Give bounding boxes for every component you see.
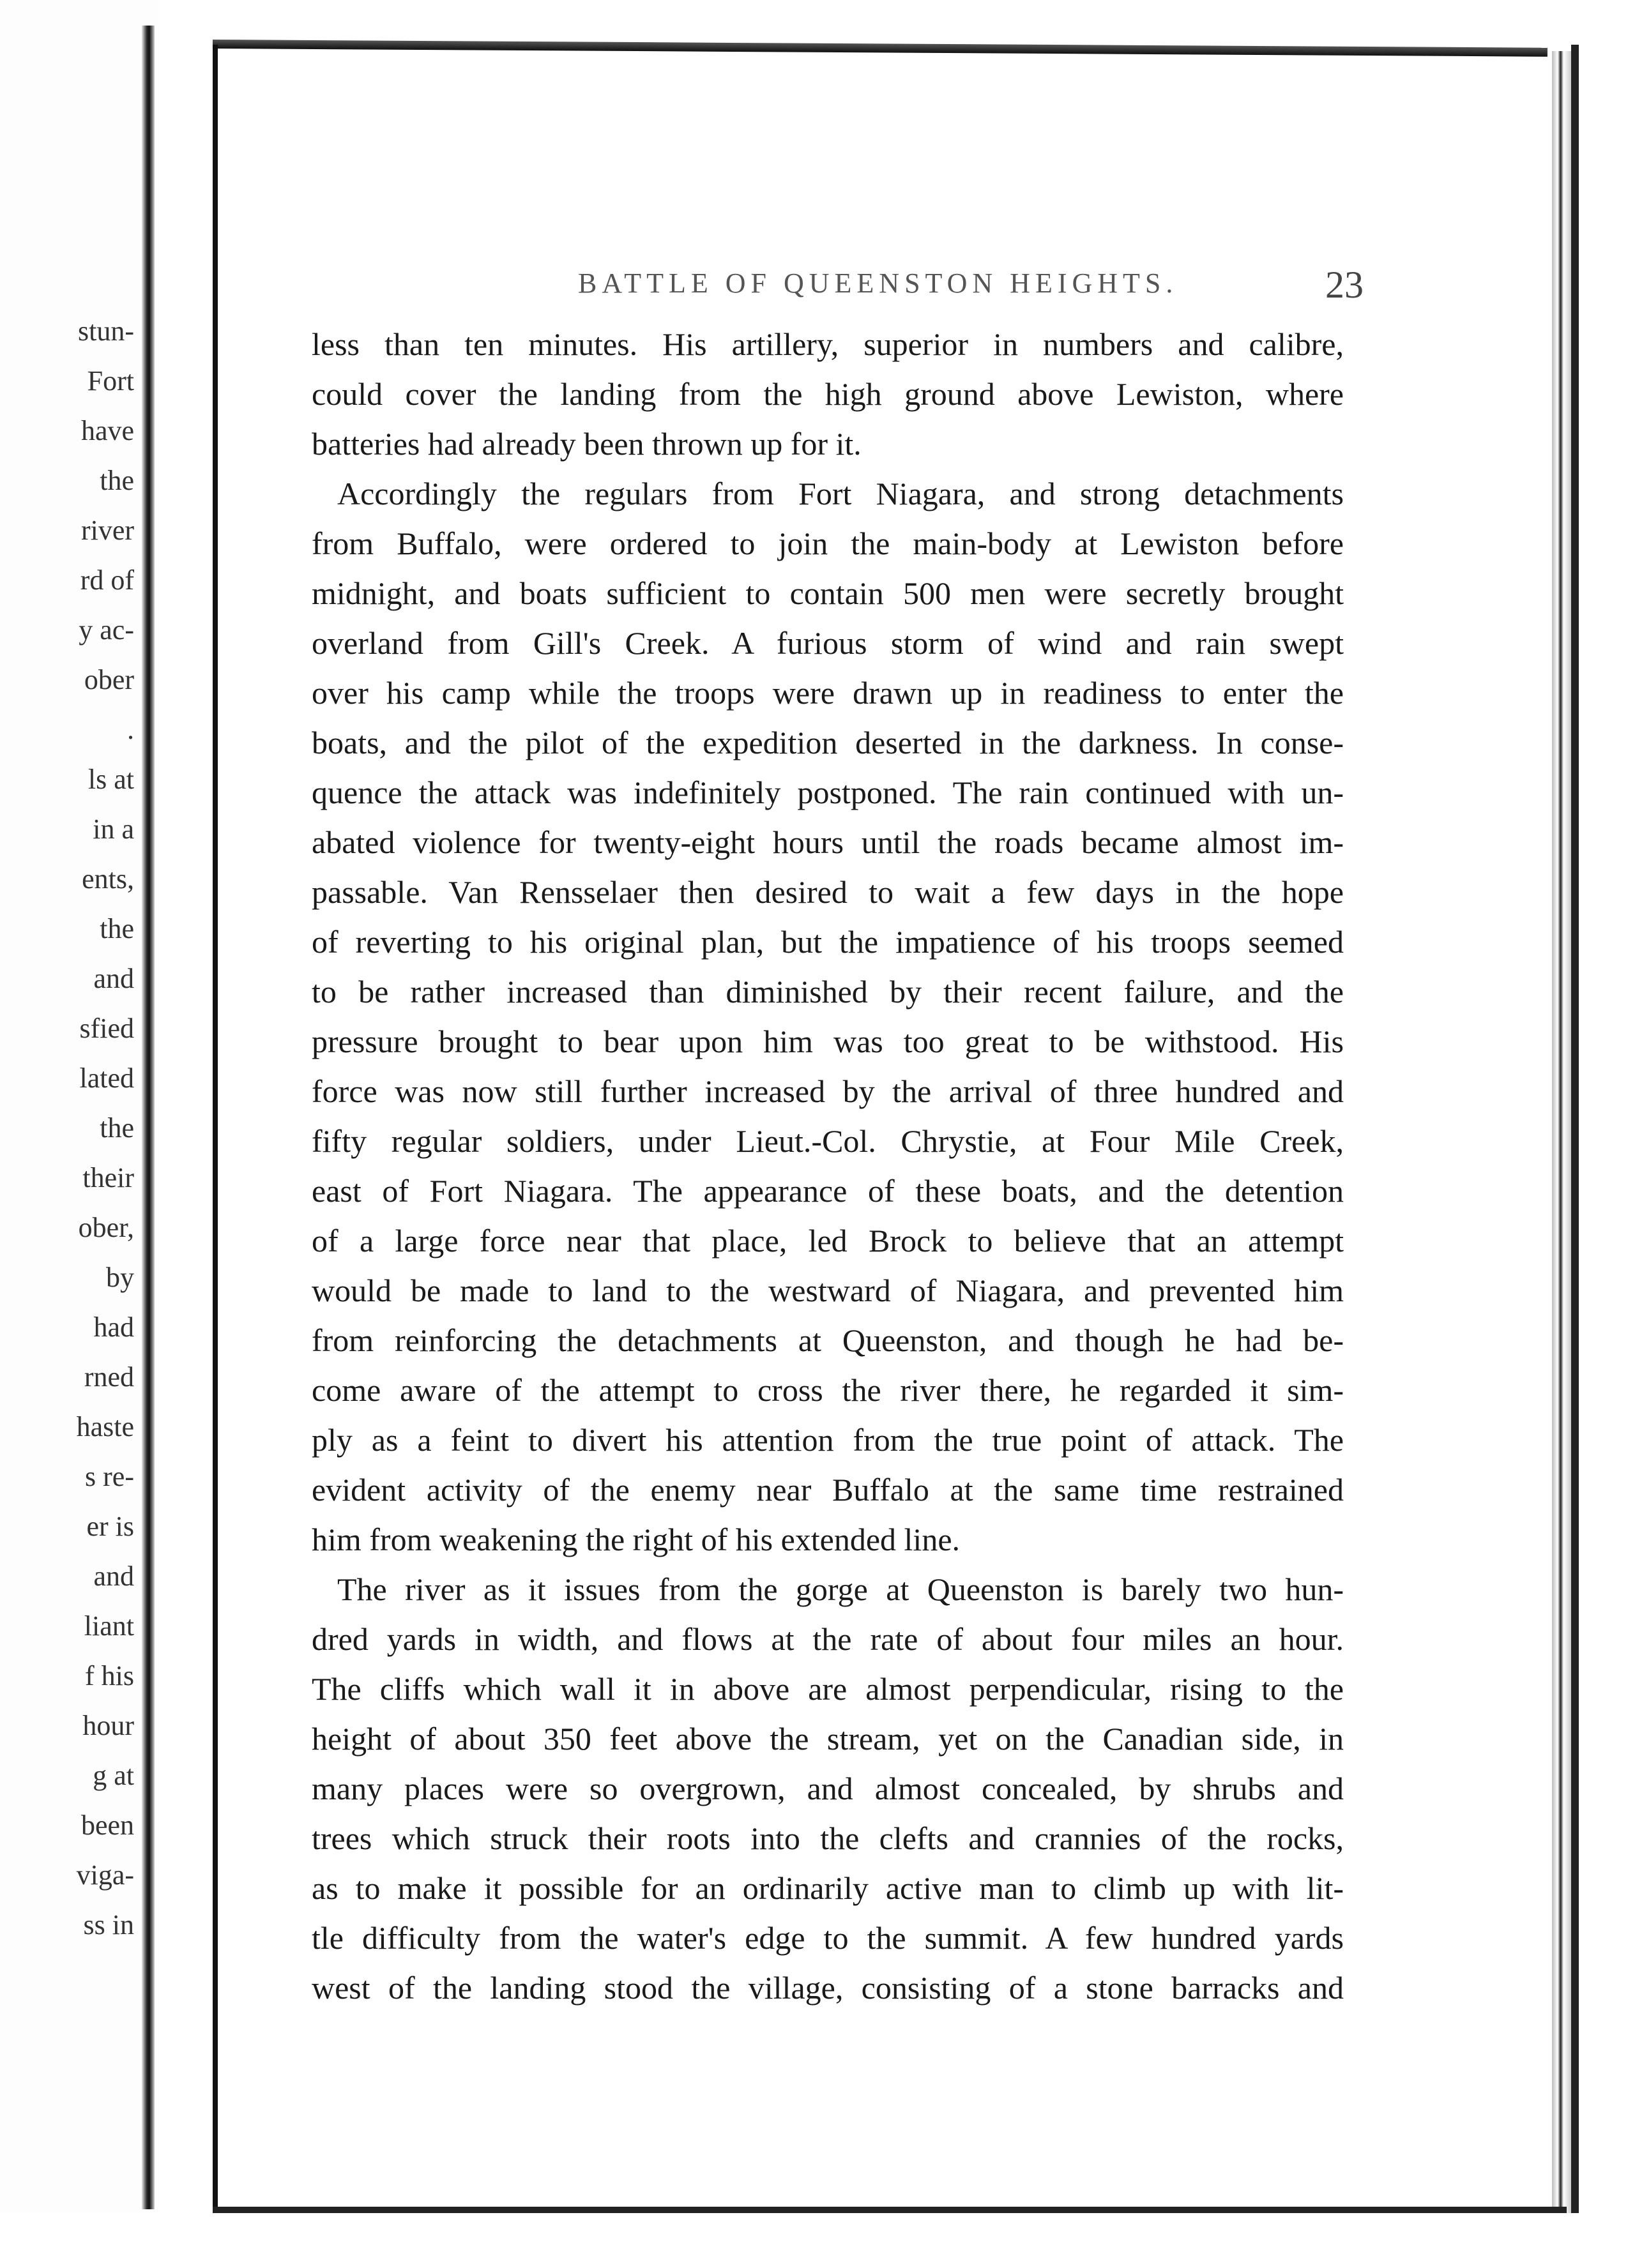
facing-line: river: [80, 515, 134, 546]
text-line: fifty regular soldiers, under Lieut.-Col. Chrystie, at Four Mile Creek,: [312, 1123, 1344, 1159]
text-line: batteries had already been thrown up for it.: [312, 426, 862, 462]
facing-line: g at: [93, 1760, 134, 1791]
facing-line: ls at: [87, 764, 134, 795]
text-line: evident activity of the enemy near Buffalo at the same time restrained: [312, 1472, 1344, 1508]
facing-line: rned: [84, 1361, 134, 1393]
facing-line: by: [106, 1262, 134, 1293]
page-edge-bottom: [213, 2207, 1567, 2213]
text-line: east of Fort Niagara. The appearance of these boats, and the detention: [312, 1173, 1344, 1209]
facing-line: the: [100, 1112, 134, 1144]
facing-line: sfied: [79, 1013, 134, 1044]
text-line: pressure brought to bear upon him was too great to be withstood. His: [312, 1024, 1344, 1059]
facing-line: haste: [76, 1411, 134, 1442]
book-spine-shadow: [142, 26, 155, 2209]
text-line: come aware of the attempt to cross the river there, he regarded it sim-: [312, 1372, 1344, 1408]
facing-line: and: [93, 963, 134, 994]
text-line: less than ten minutes. His artillery, superior in numbers and calibre,: [312, 326, 1344, 362]
facing-line: have: [80, 415, 134, 446]
facing-line: hour: [82, 1710, 134, 1741]
facing-line: s re-: [85, 1461, 134, 1492]
text-line: quence the attack was indefinitely postponed. The rain continued with un-: [312, 775, 1344, 810]
facing-line: stun-: [78, 315, 134, 347]
facing-page: [0, 0, 160, 2268]
facing-line: ober: [84, 664, 134, 695]
facing-line: in a: [93, 813, 134, 845]
text-line: many places were so overgrown, and almost concealed, by shrubs and: [312, 1771, 1344, 1806]
text-line: of reverting to his original plan, but the impatience of his troops seemed: [312, 924, 1344, 960]
facing-line: liant: [84, 1610, 134, 1642]
text-line: The river as it issues from the gorge at Queenston is barely two hun-: [337, 1571, 1344, 1607]
facing-line: the: [100, 465, 134, 496]
text-line: trees which struck their roots into the clefts and crannies of the rocks,: [312, 1820, 1344, 1856]
text-line: midnight, and boats sufficient to contain 500 men were secretly brought: [312, 575, 1344, 611]
text-line: abated violence for twenty-eight hours until the roads became almost im-: [312, 824, 1344, 860]
text-line: to be rather increased than diminished by their recent failure, and the: [312, 974, 1344, 1009]
facing-line: Fort: [87, 365, 134, 397]
text-line: Accordingly the regulars from Fort Niagara, and strong detachments: [337, 476, 1344, 511]
text-line: boats, and the pilot of the expedition deserted in the darkness. In conse-: [312, 725, 1344, 760]
facing-line: y ac-: [79, 614, 134, 646]
text-line: would be made to land to the westward of Niagara, and prevented him: [312, 1273, 1344, 1308]
text-line: from Buffalo, were ordered to join the main-body at Lewiston before: [312, 525, 1344, 561]
facing-line: been: [80, 1810, 134, 1841]
facing-line: ss in: [83, 1909, 134, 1940]
text-line: dred yards in width, and flows at the rate of about four miles an hour.: [312, 1621, 1344, 1657]
text-line: tle difficulty from the water's edge to the summit. A few hundred yards: [312, 1920, 1344, 1956]
page-edge-top: [213, 40, 1548, 57]
facing-line: their: [82, 1162, 134, 1193]
text-line: overland from Gill's Creek. A furious storm of wind and rain swept: [312, 625, 1344, 661]
facing-page-text: [6, 306, 134, 1950]
text-line: over his camp while the troops were drawn up in readiness to enter the: [312, 675, 1344, 711]
scan-margin: [0, 2213, 1635, 2268]
facing-line: rd of: [80, 564, 134, 596]
text-line: The cliffs which wall it in above are almost perpendicular, rising to the: [312, 1671, 1344, 1707]
facing-line: er is: [86, 1511, 134, 1542]
text-line: as to make it possible for an ordinarily active man to climb up with lit-: [312, 1870, 1344, 1906]
body-text: [312, 319, 1344, 2013]
facing-line: the: [100, 913, 134, 944]
text-line: ply as a feint to divert his attention from the true point of attack. The: [312, 1422, 1344, 1458]
text-line: force was now still further increased by the arrival of three hundred and: [312, 1073, 1344, 1109]
text-line: of a large force near that place, led Brock to believe that an attempt: [312, 1223, 1344, 1259]
page-edge-right: [1552, 51, 1571, 2222]
facing-line: had: [93, 1312, 134, 1343]
facing-line: viga-: [76, 1859, 134, 1891]
page-number: 23: [1325, 264, 1364, 306]
text-line: from reinforcing the detachments at Queenston, and though he had be-: [312, 1322, 1344, 1358]
page-edge-left: [213, 45, 218, 2241]
facing-line: lated: [79, 1062, 134, 1094]
text-line: him from weakening the right of his extended line.: [312, 1522, 961, 1557]
page-edge-right-outer: [1571, 45, 1579, 2216]
facing-line: f his: [85, 1660, 134, 1691]
facing-line: ober,: [78, 1212, 134, 1243]
text-line: passable. Van Rensselaer then desired to wait a few days in the hope: [312, 874, 1344, 910]
text-line: height of about 350 feet above the stream, yet on the Canadian side, in: [312, 1721, 1344, 1757]
facing-line: and: [93, 1561, 134, 1592]
facing-line: ents,: [82, 863, 134, 895]
text-line: west of the landing stood the village, consisting of a stone barracks and: [312, 1970, 1344, 2006]
running-head: BATTLE OF QUEENSTON HEIGHTS.: [578, 268, 1178, 299]
facing-line: .: [127, 714, 134, 745]
text-line: could cover the landing from the high ground above Lewiston, where: [312, 376, 1344, 412]
